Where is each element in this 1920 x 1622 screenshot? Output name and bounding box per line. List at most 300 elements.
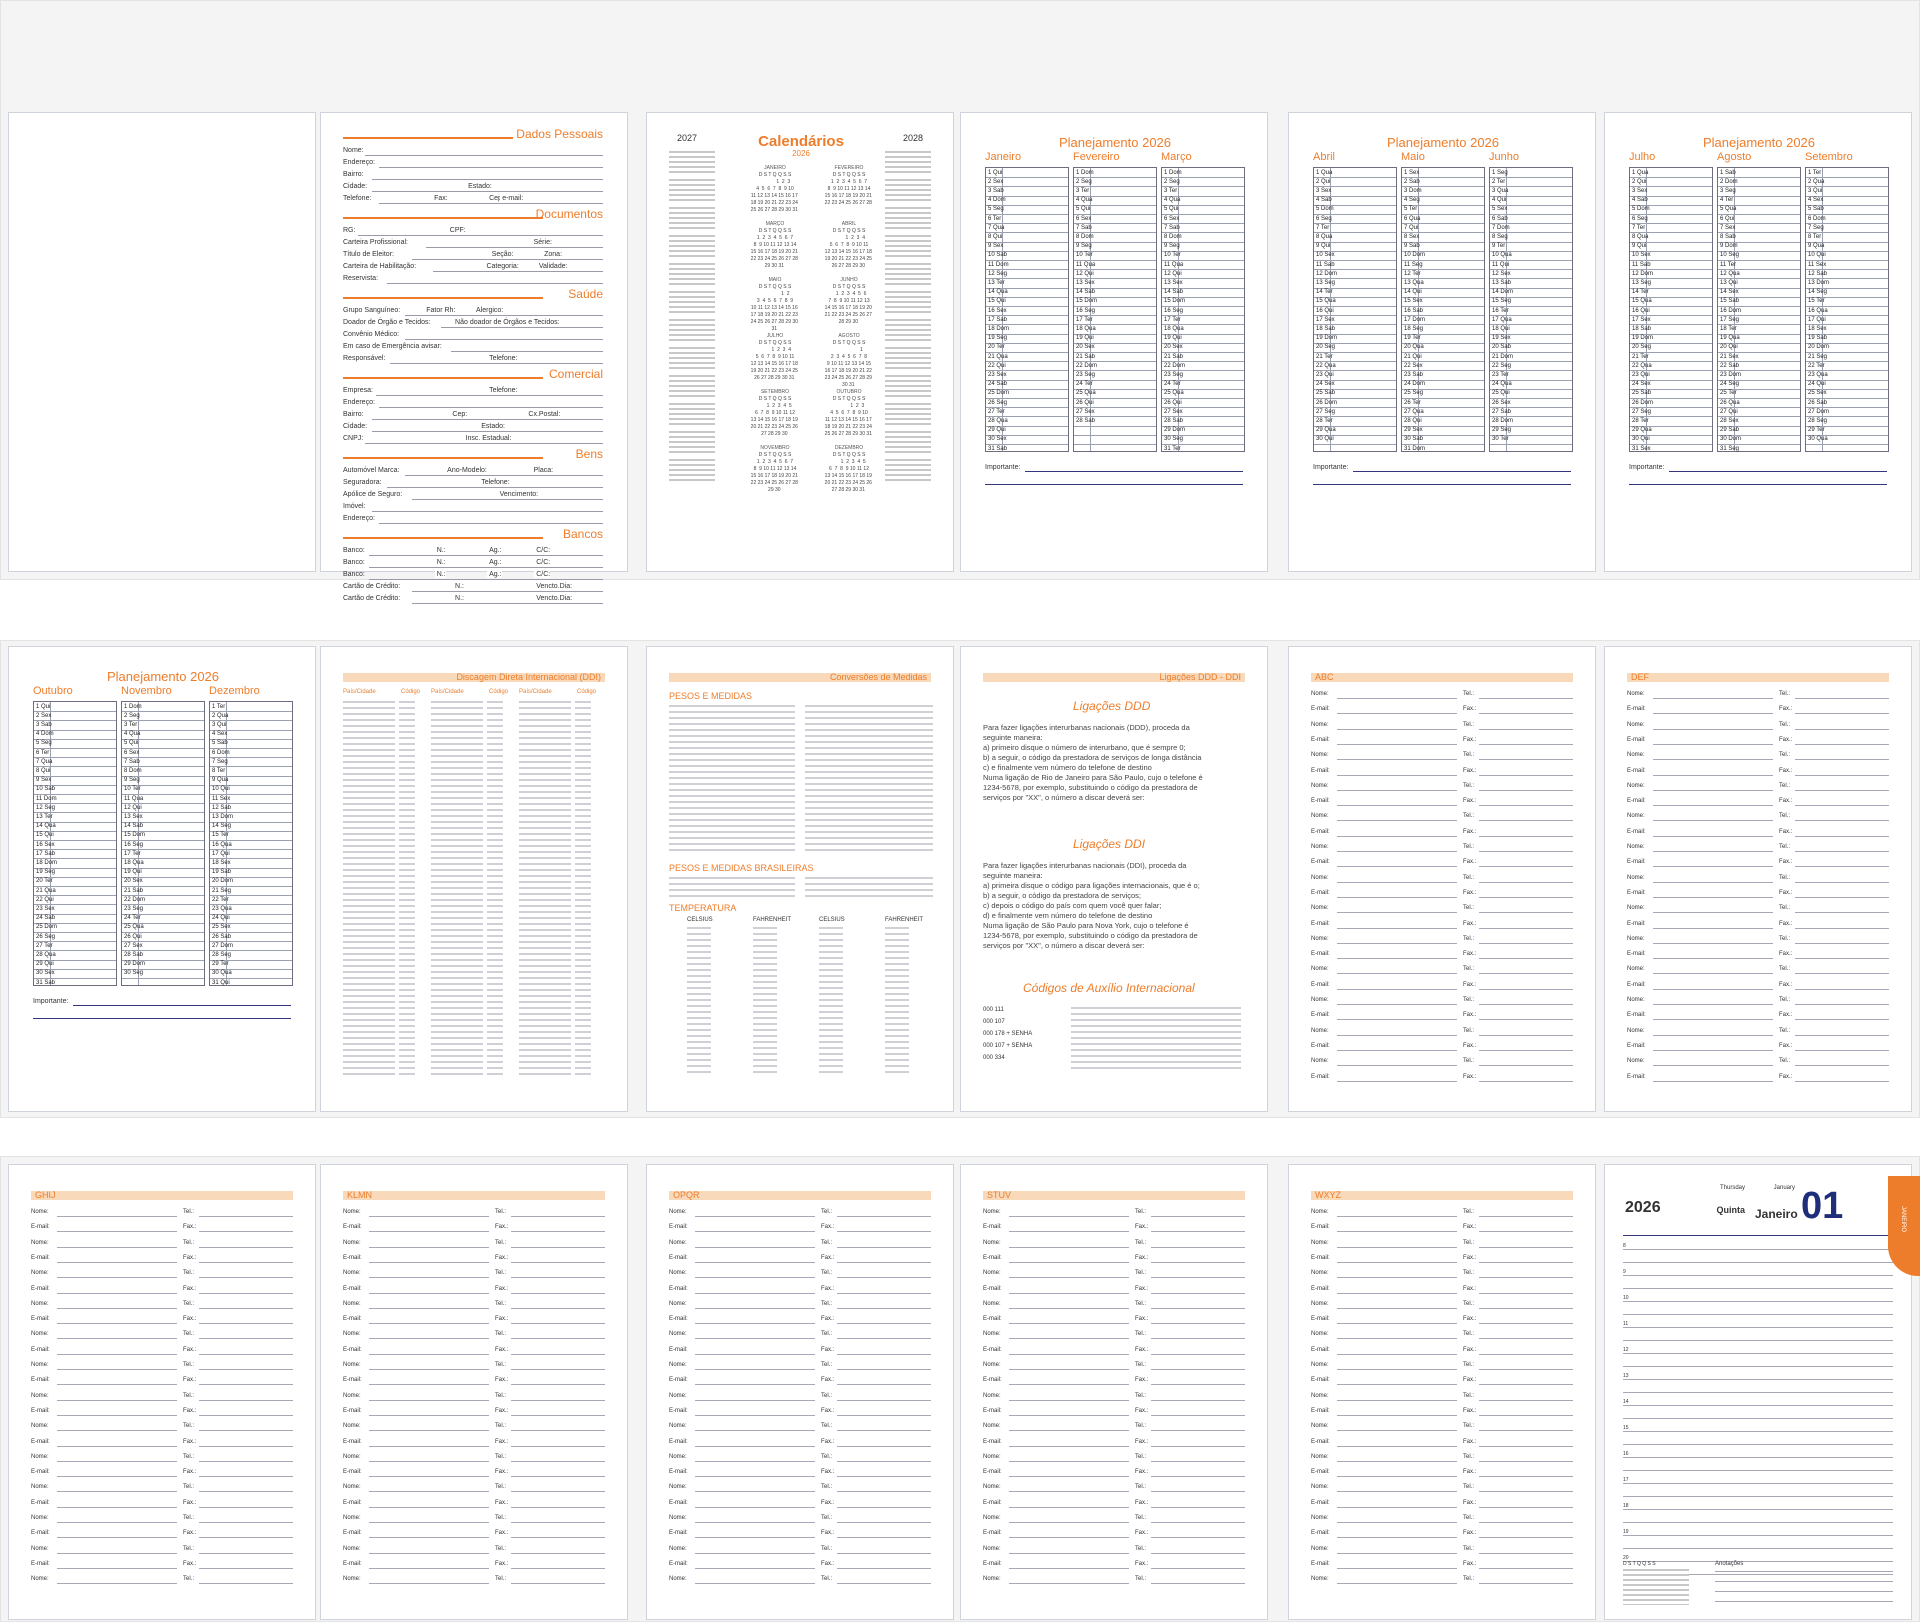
address-line bbox=[837, 1583, 931, 1584]
mini-month-name: NOVEMBRO bbox=[743, 445, 807, 452]
field-line bbox=[358, 235, 603, 236]
field-line bbox=[412, 591, 603, 592]
month-column bbox=[1073, 167, 1157, 452]
address-label: Fax.: bbox=[1779, 706, 1792, 712]
address-label: E-mail: bbox=[1311, 1255, 1330, 1261]
address-label: Nome: bbox=[31, 1515, 49, 1521]
address-line bbox=[1479, 1400, 1573, 1401]
section-title: Documentos bbox=[536, 207, 603, 221]
address-line bbox=[199, 1461, 293, 1462]
diary-line bbox=[1623, 1288, 1893, 1289]
ddd-text-line: c) e finalmente vem número do telefone de destino bbox=[983, 763, 1152, 773]
address-label: Fax.: bbox=[183, 1224, 196, 1230]
address-label: E-mail: bbox=[1627, 829, 1646, 835]
header-bar-label: ABC bbox=[1315, 673, 1334, 682]
address-label: Fax.: bbox=[1135, 1377, 1148, 1383]
notes-line bbox=[1715, 1601, 1893, 1602]
address-line bbox=[1479, 1583, 1573, 1584]
day-label: 29 Qui bbox=[988, 427, 1006, 433]
header-bar-label: Conversões de Medidas bbox=[830, 673, 927, 682]
day-label: 21 Qui bbox=[1404, 354, 1422, 360]
mini-week-row: 4 5 6 7 8 9 10 bbox=[817, 410, 881, 417]
mini-month-2028 bbox=[885, 151, 931, 173]
address-label: Tel.: bbox=[495, 1331, 506, 1337]
day-label: 19 Seg bbox=[988, 335, 1007, 341]
address-label: Tel.: bbox=[183, 1301, 194, 1307]
month-column bbox=[209, 701, 293, 986]
address-line bbox=[1479, 958, 1573, 959]
address-line bbox=[695, 1384, 815, 1385]
mini-weekdays: D S T Q Q S S bbox=[817, 172, 881, 179]
day-label: 15 Qui bbox=[36, 832, 54, 838]
mini-week-row: 1 2 3 4 5 6 7 bbox=[743, 235, 807, 242]
address-label: Tel.: bbox=[821, 1423, 832, 1429]
address-line bbox=[1653, 836, 1773, 837]
address-line bbox=[1009, 1553, 1129, 1554]
address-line bbox=[369, 1231, 489, 1232]
mini-week-row: 23 24 25 26 27 28 29 bbox=[817, 375, 881, 382]
day-label: 2 Qui bbox=[1632, 179, 1646, 185]
mini-month-name: FEVEREIRO bbox=[817, 165, 881, 172]
address-line bbox=[1151, 1583, 1245, 1584]
day-label: 19 Ter bbox=[1404, 335, 1421, 341]
day-label: 22 Dom bbox=[1164, 363, 1185, 369]
field-label: Vencto.Dia: bbox=[534, 595, 572, 602]
hour-label: 11 bbox=[1623, 1321, 1628, 1327]
address-line bbox=[1337, 759, 1457, 760]
mini-month-2027 bbox=[669, 291, 715, 313]
day-label: 19 Dom bbox=[1632, 335, 1653, 341]
diary-line bbox=[1623, 1327, 1893, 1328]
address-label: Fax.: bbox=[1463, 890, 1476, 896]
day-label: 14 Ter bbox=[1632, 289, 1649, 295]
field-line bbox=[379, 523, 603, 524]
address-label: Nome: bbox=[343, 1331, 361, 1337]
day-label: 21 Ter bbox=[1316, 354, 1333, 360]
day-label: 5 Qui bbox=[1076, 206, 1090, 212]
address-label: Fax.: bbox=[1779, 768, 1792, 774]
address-label: Fax.: bbox=[1135, 1561, 1148, 1567]
day-label: 30 Qui bbox=[1316, 436, 1334, 442]
address-label: Tel.: bbox=[1135, 1331, 1146, 1337]
day-label: 27 Seg bbox=[1316, 409, 1335, 415]
day-label: 17 Sex bbox=[1632, 317, 1651, 323]
header-bar-label: OPQR bbox=[673, 1191, 700, 1200]
aux-code: 000 107 + SENHA bbox=[983, 1043, 1032, 1049]
month-column bbox=[33, 701, 117, 986]
ddi-text-line: b) a seguir, o código da prestadora de serviços; bbox=[983, 891, 1141, 901]
day-label: 1 Dom bbox=[1164, 170, 1182, 176]
address-line bbox=[1151, 1415, 1245, 1416]
address-line bbox=[369, 1537, 489, 1538]
field-label: Apólice de Seguro: bbox=[343, 491, 402, 498]
day-label: 9 Dom bbox=[1720, 243, 1738, 249]
address-label: Nome: bbox=[1311, 1576, 1329, 1582]
day-label: 10 Ter bbox=[1164, 252, 1181, 258]
address-label: Fax.: bbox=[1463, 1377, 1476, 1383]
address-line bbox=[837, 1461, 931, 1462]
address-line bbox=[1795, 958, 1889, 959]
address-label: Fax.: bbox=[183, 1286, 196, 1292]
day-label: 6 Seg bbox=[1632, 216, 1648, 222]
mini-weekdays: D S T Q Q S S bbox=[817, 340, 881, 347]
address-line bbox=[57, 1553, 177, 1554]
address-line bbox=[57, 1384, 177, 1385]
address-label: Tel.: bbox=[1135, 1515, 1146, 1521]
address-label: Tel.: bbox=[1135, 1546, 1146, 1552]
day-label: 13 Sex bbox=[1164, 280, 1183, 286]
day-label: 18 Ter bbox=[1720, 326, 1737, 332]
address-line bbox=[1479, 1461, 1573, 1462]
header-bar bbox=[343, 1191, 605, 1200]
day-label: 18 Sex bbox=[1808, 326, 1827, 332]
address-label: Tel.: bbox=[821, 1393, 832, 1399]
day-label: 4 Ter bbox=[1720, 197, 1733, 203]
address-line bbox=[199, 1415, 293, 1416]
address-line bbox=[1479, 1293, 1573, 1294]
address-line bbox=[1653, 851, 1773, 852]
field-line bbox=[387, 487, 603, 488]
day-label: 8 Ter bbox=[212, 768, 225, 774]
address-label: Fax.: bbox=[1779, 737, 1792, 743]
day-label: 10 Sab bbox=[988, 252, 1007, 258]
address-line bbox=[1009, 1568, 1129, 1569]
mini-week-row: 5 6 7 8 9 10 11 bbox=[817, 242, 881, 249]
address-label: Nome: bbox=[669, 1454, 687, 1460]
address-line bbox=[1009, 1537, 1129, 1538]
address-label: E-mail: bbox=[669, 1286, 688, 1292]
address-line bbox=[695, 1583, 815, 1584]
mini-month-2028 bbox=[885, 235, 931, 257]
address-label: Tel.: bbox=[183, 1423, 194, 1429]
address-line bbox=[369, 1323, 489, 1324]
address-label: Tel.: bbox=[821, 1362, 832, 1368]
day-label: 22 Ter bbox=[1808, 363, 1825, 369]
address-line bbox=[1795, 866, 1889, 867]
day-label: 21 Sab bbox=[124, 888, 143, 894]
address-line bbox=[1337, 1446, 1457, 1447]
day-label: 19 Qui bbox=[1076, 335, 1094, 341]
address-line bbox=[1337, 1507, 1457, 1508]
address-line bbox=[1151, 1522, 1245, 1523]
address-line bbox=[1479, 759, 1573, 760]
field-line bbox=[412, 259, 603, 260]
field-line bbox=[387, 283, 603, 284]
day-label: 2 Sab bbox=[1404, 179, 1420, 185]
address-label: Tel.: bbox=[495, 1301, 506, 1307]
address-line bbox=[1151, 1491, 1245, 1492]
field-line bbox=[379, 167, 603, 168]
day-label: 1 Ter bbox=[1808, 170, 1821, 176]
address-line bbox=[1337, 1537, 1457, 1538]
address-line bbox=[1151, 1354, 1245, 1355]
hour-label: 8 bbox=[1623, 1243, 1626, 1249]
address-label: E-mail: bbox=[1627, 1074, 1646, 1080]
day-label: 12 Seg bbox=[988, 271, 1007, 277]
address-line bbox=[1479, 820, 1573, 821]
mini-month bbox=[743, 333, 807, 382]
address-label: Nome: bbox=[1311, 1301, 1329, 1307]
address-label: E-mail: bbox=[669, 1469, 688, 1475]
field-label: Endereço: bbox=[343, 159, 375, 166]
address-line bbox=[1337, 1568, 1457, 1569]
address-line bbox=[1653, 1050, 1773, 1051]
address-label: Nome: bbox=[1627, 752, 1645, 758]
mini-week-row: 1 2 3 bbox=[817, 403, 881, 410]
day-label: 23 Seg bbox=[1076, 372, 1095, 378]
day-label: 12 Qua bbox=[1720, 271, 1740, 277]
day-label: 31 Sab bbox=[36, 980, 55, 986]
notes-label: Anotações bbox=[1715, 1561, 1743, 1567]
address-line bbox=[1479, 973, 1573, 974]
day-label: 4 Qui bbox=[1492, 197, 1506, 203]
address-label: E-mail: bbox=[1311, 921, 1330, 927]
day-label: 17 Ter bbox=[1164, 317, 1181, 323]
day-label: 27 Dom bbox=[212, 943, 233, 949]
day-label: 23 Sex bbox=[988, 372, 1007, 378]
field-label: Reservista: bbox=[343, 275, 378, 282]
address-line bbox=[695, 1369, 815, 1370]
field-line bbox=[379, 203, 603, 204]
month-index-tab-label: JANEIRO bbox=[1900, 1206, 1906, 1232]
address-line bbox=[369, 1476, 489, 1477]
address-line bbox=[1653, 866, 1773, 867]
day-label: 8 Qua bbox=[1632, 234, 1648, 240]
diary-line bbox=[1623, 1301, 1893, 1302]
address-label: Nome: bbox=[983, 1331, 1001, 1337]
address-label: Nome: bbox=[1311, 752, 1329, 758]
section-rule bbox=[343, 217, 543, 219]
day-label: 19 Qui bbox=[124, 869, 142, 875]
mini-month-2028 bbox=[885, 319, 931, 341]
address-label: E-mail: bbox=[343, 1500, 362, 1506]
address-label: E-mail: bbox=[1311, 1500, 1330, 1506]
day-label: 12 Sab bbox=[212, 805, 231, 811]
address-label: Fax.: bbox=[1779, 829, 1792, 835]
address-label: Nome: bbox=[1311, 783, 1329, 789]
address-label: Nome: bbox=[31, 1270, 49, 1276]
blank-page bbox=[8, 112, 316, 572]
address-label: Fax.: bbox=[1779, 798, 1792, 804]
address-label: E-mail: bbox=[1311, 982, 1330, 988]
address-label: Fax.: bbox=[1779, 1012, 1792, 1018]
day-label: 9 Ter bbox=[1492, 243, 1505, 249]
section-rule bbox=[343, 377, 543, 379]
address-label: Tel.: bbox=[821, 1515, 832, 1521]
address-line bbox=[1479, 866, 1573, 867]
address-label: Tel.: bbox=[1463, 905, 1474, 911]
mini-month-2027 bbox=[669, 151, 715, 173]
address-line bbox=[511, 1384, 605, 1385]
address-label: Fax.: bbox=[1779, 951, 1792, 957]
address-line bbox=[1479, 1308, 1573, 1309]
field-label: Vencto.Dia: bbox=[534, 583, 572, 590]
ddi-text-line: c) depois o código do país com quem você quer falar; bbox=[983, 901, 1161, 911]
mini-week-row: 8 9 10 11 12 13 14 bbox=[743, 242, 807, 249]
address-label: Tel.: bbox=[1463, 1209, 1474, 1215]
address-label: Tel.: bbox=[1135, 1576, 1146, 1582]
address-line bbox=[837, 1262, 931, 1263]
field-line bbox=[372, 431, 603, 432]
month-column bbox=[1401, 167, 1485, 452]
address-label: Nome: bbox=[983, 1454, 1001, 1460]
day-label: 27 Ter bbox=[988, 409, 1005, 415]
day-label: 29 Qui bbox=[36, 961, 54, 967]
address-label: Nome: bbox=[669, 1301, 687, 1307]
section-title: Bens bbox=[576, 447, 603, 461]
field-label: C/C: bbox=[534, 547, 550, 554]
address-label: E-mail: bbox=[669, 1439, 688, 1445]
ddi-text-line: Para fazer ligações interurbanas nacionais (DDI), proceda da bbox=[983, 861, 1186, 871]
address-opqr-page bbox=[646, 1164, 954, 1620]
day-label: 5 Seg bbox=[988, 206, 1004, 212]
address-line bbox=[695, 1400, 815, 1401]
address-label: Nome: bbox=[983, 1546, 1001, 1552]
address-label: Fax.: bbox=[1463, 1224, 1476, 1230]
address-label: E-mail: bbox=[343, 1255, 362, 1261]
address-line bbox=[1337, 713, 1457, 714]
important-line bbox=[33, 1018, 291, 1019]
day-label: 19 Dom bbox=[1316, 335, 1337, 341]
address-line bbox=[1479, 1065, 1573, 1066]
address-line bbox=[199, 1338, 293, 1339]
address-label: Fax.: bbox=[821, 1561, 834, 1567]
address-line bbox=[1337, 790, 1457, 791]
address-line bbox=[1479, 698, 1573, 699]
month-header: Maio bbox=[1401, 151, 1425, 163]
address-label: E-mail: bbox=[1627, 706, 1646, 712]
field-line bbox=[369, 555, 603, 556]
mini-week-row: 1 2 3 4 bbox=[817, 235, 881, 242]
address-line bbox=[511, 1277, 605, 1278]
address-line bbox=[369, 1369, 489, 1370]
day-label: 28 Sab bbox=[124, 952, 143, 958]
day-label: 27 Sex bbox=[124, 943, 143, 949]
address-label: Tel.: bbox=[495, 1576, 506, 1582]
day-label: 28 Seg bbox=[212, 952, 231, 958]
month-header: Setembro bbox=[1805, 151, 1853, 163]
address-label: Tel.: bbox=[1463, 1393, 1474, 1399]
notes-line bbox=[1715, 1591, 1893, 1592]
diary-line bbox=[1623, 1275, 1893, 1276]
calendar-year: 2026 bbox=[727, 149, 875, 158]
field-line bbox=[372, 191, 603, 192]
address-line bbox=[1653, 698, 1773, 699]
address-line bbox=[57, 1369, 177, 1370]
day-label: 2 Seg bbox=[1076, 179, 1092, 185]
diary-line bbox=[1623, 1522, 1893, 1523]
field-label: Cartão de Crédito: bbox=[343, 583, 400, 590]
mini-month-2027 bbox=[669, 347, 715, 369]
header-bar bbox=[343, 673, 605, 682]
mini-week-row: 30 31 bbox=[817, 382, 881, 389]
day-label: 20 Ter bbox=[36, 878, 53, 884]
address-line bbox=[1479, 989, 1573, 990]
day-label: 3 Ter bbox=[1164, 188, 1177, 194]
address-line bbox=[199, 1277, 293, 1278]
address-line bbox=[1009, 1583, 1129, 1584]
field-line bbox=[405, 315, 603, 316]
day-label: 29 Sab bbox=[1720, 427, 1739, 433]
address-label: E-mail: bbox=[343, 1286, 362, 1292]
address-label: Tel.: bbox=[1463, 783, 1474, 789]
mini-weekdays: D S T Q Q S S bbox=[817, 396, 881, 403]
calendars-page bbox=[646, 112, 954, 572]
address-label: E-mail: bbox=[983, 1286, 1002, 1292]
day-label: 25 Sex bbox=[212, 924, 231, 930]
address-line bbox=[199, 1446, 293, 1447]
field-label: Fator Rh: bbox=[424, 307, 455, 314]
mini-month-2028 bbox=[885, 179, 931, 201]
day-label: 23 Qui bbox=[1632, 372, 1650, 378]
address-line bbox=[1653, 973, 1773, 974]
day-label: 15 Qui bbox=[988, 298, 1006, 304]
mini-week-row: 26 27 28 29 30 31 bbox=[743, 375, 807, 382]
address-label: Fax.: bbox=[1135, 1530, 1148, 1536]
address-line bbox=[199, 1323, 293, 1324]
header-bar-label: Discagem Direta Internacional (DDI) bbox=[456, 673, 601, 682]
ddi-column bbox=[431, 701, 483, 1077]
address-line bbox=[57, 1308, 177, 1309]
address-line bbox=[1337, 1476, 1457, 1477]
mini-weekdays: D S T Q Q S S bbox=[817, 228, 881, 235]
address-line bbox=[57, 1583, 177, 1584]
address-label: Fax.: bbox=[183, 1316, 196, 1322]
day-label: 25 Qua bbox=[1164, 390, 1184, 396]
address-line bbox=[695, 1507, 815, 1508]
field-label: Zona: bbox=[542, 251, 562, 258]
address-label: E-mail: bbox=[669, 1316, 688, 1322]
address-label: Tel.: bbox=[1463, 1028, 1474, 1034]
address-line bbox=[1795, 820, 1889, 821]
address-label: Tel.: bbox=[495, 1515, 506, 1521]
mini-month bbox=[817, 221, 881, 270]
address-label: Nome: bbox=[343, 1301, 361, 1307]
address-label: Nome: bbox=[31, 1576, 49, 1582]
address-line bbox=[1009, 1293, 1129, 1294]
ddd-text-line: a) primeiro disque o número de interurbano, que é sempre 0; bbox=[983, 743, 1186, 753]
address-line bbox=[1337, 1293, 1457, 1294]
address-label: Tel.: bbox=[1463, 997, 1474, 1003]
address-line bbox=[511, 1568, 605, 1569]
day-label: 27 Qua bbox=[1404, 409, 1424, 415]
address-label: E-mail: bbox=[669, 1224, 688, 1230]
address-line bbox=[1337, 1050, 1457, 1051]
address-line bbox=[1795, 1050, 1889, 1051]
ddi-column-head: País/Cidade bbox=[343, 689, 376, 695]
day-label: 20 Dom bbox=[1808, 344, 1829, 350]
address-label: Nome: bbox=[1311, 1454, 1329, 1460]
mini-month-2027 bbox=[669, 319, 715, 341]
day-label: 7 Seg bbox=[212, 759, 228, 765]
mini-month-name: DEZEMBRO bbox=[817, 445, 881, 452]
day-label: 27 Dom bbox=[1808, 409, 1829, 415]
address-label: Fax.: bbox=[495, 1469, 508, 1475]
field-label: Nome: bbox=[343, 147, 364, 154]
address-line bbox=[1795, 1081, 1889, 1082]
day-label: 21 Sab bbox=[1076, 354, 1095, 360]
address-label: E-mail: bbox=[1627, 890, 1646, 896]
address-label: Tel.: bbox=[1135, 1240, 1146, 1246]
address-line bbox=[1337, 1308, 1457, 1309]
address-label: E-mail: bbox=[1311, 859, 1330, 865]
field-label: Ag.: bbox=[487, 547, 501, 554]
address-label: Tel.: bbox=[1779, 844, 1790, 850]
address-line bbox=[369, 1308, 489, 1309]
field-label: Seção: bbox=[490, 251, 514, 258]
day-label: 19 Qui bbox=[1164, 335, 1182, 341]
address-line bbox=[1337, 1247, 1457, 1248]
